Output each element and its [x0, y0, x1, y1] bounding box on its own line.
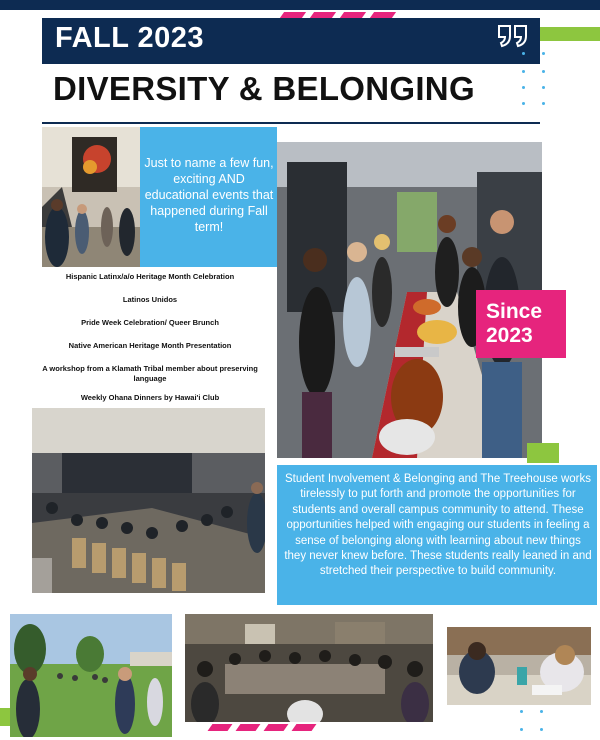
bottom-stripe-pink: [236, 724, 261, 731]
page-subtitle: DIVERSITY & BELONGING: [53, 70, 475, 107]
top-bar: [0, 0, 600, 10]
bottom-stripe-pink: [292, 724, 317, 731]
decorative-green-block: [540, 27, 600, 41]
list-item: Pride Week Celebration/ Queer Brunch: [81, 318, 219, 327]
list-item: Weekly Ohana Dinners by Hawai'i Club: [80, 393, 220, 402]
description-text: Student Involvement & Belonging and The Treehouse works tirelessly to put forth and promote the opportunities for students and overall campus community to attend. These opportunities helped with engaging our students in feeling a sense of belonging along with learning about new things they never knew before. These students really leaned in and stretched their perspective to build community.: [284, 473, 592, 578]
events-list: [32, 272, 268, 416]
decorative-dots: [518, 708, 548, 738]
bottom-stripe-pink: [208, 724, 233, 731]
decorative-dots: [520, 50, 550, 110]
photo-outdoor-activity: [10, 614, 172, 737]
list-item: Native American Heritage Month Presentation: [68, 341, 232, 350]
header-divider: [42, 122, 540, 124]
photo-hallway-event: [42, 127, 140, 267]
intro-text: Just to name a few fun, exciting AND educational events that happened during Fall term!: [144, 156, 274, 234]
since-badge: Since 2023: [476, 290, 566, 358]
photo-dinner-gathering: [185, 614, 433, 722]
quote-icon: [496, 22, 530, 48]
photo-auditorium-presentation: [32, 408, 265, 593]
page-title: FALL 2023: [55, 22, 205, 54]
decorative-green-block: [0, 708, 10, 726]
photo-study-workshop: [447, 627, 591, 705]
list-item: Hispanic Latinx/a/o Heritage Month Celebration: [65, 272, 235, 281]
bottom-stripe-pink: [264, 724, 289, 731]
list-item: Latinos Unidos: [122, 295, 178, 304]
list-item: A workshop from a Klamath Tribal member about preserving language: [42, 364, 258, 383]
decorative-green-square: [527, 443, 559, 463]
